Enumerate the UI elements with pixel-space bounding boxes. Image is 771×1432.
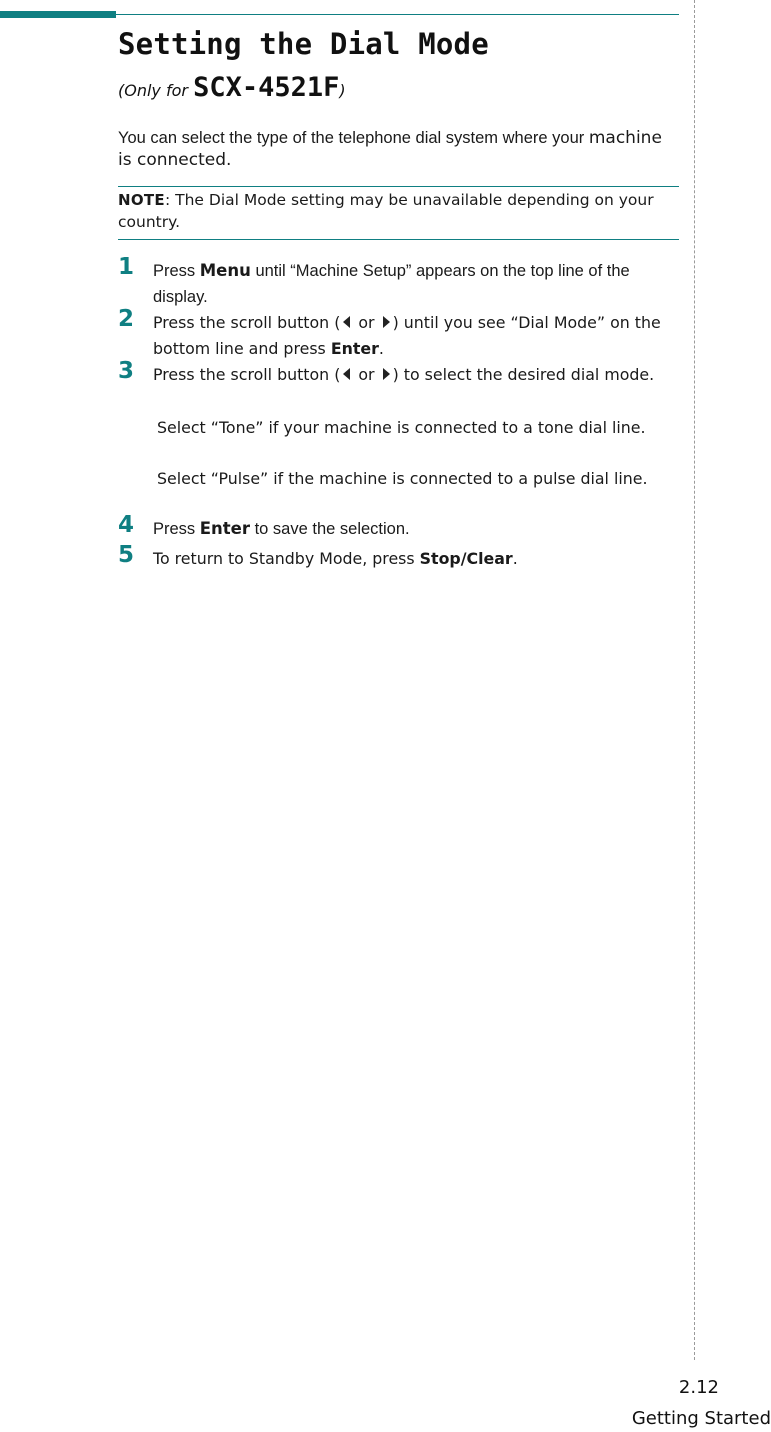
header-rule [116,14,679,15]
step-number: 3 [118,358,135,384]
note-text: : The Dial Mode setting may be unavailable depending on your country. [118,191,654,231]
page-subtitle [118,72,346,103]
subtitle-suffix: ) [339,81,346,100]
pulse-option-paragraph: Select “Pulse” if the machine is connected to a pulse dial line. [157,469,648,488]
enter-key-label: Enter [330,339,379,358]
step-text [153,258,680,310]
subtitle-model: SCX-4521F [193,72,340,103]
header-accent-bar [0,11,116,18]
step-text [153,362,680,388]
note-top-rule [118,186,679,187]
step-text-part: until “Machine Setup” appears on the top line of the display. [153,262,630,306]
enter-key-label: Enter [199,519,250,538]
step-text-part: Press the scroll button ( [153,365,341,384]
right-arrow-icon [382,315,391,329]
intro-text-start: You can select the type of the telephone dial system where your [118,129,589,147]
step-text-part: to save the selection. [250,520,410,538]
step-text [153,516,680,542]
step-number: 5 [118,542,135,568]
step-text-part: ) until you see “Dial Mode” on the bottom line and press [153,313,661,358]
stop-clear-key-label: Stop/Clear [419,549,513,568]
right-arrow-icon [382,367,391,381]
step-text-part: Press [153,520,200,538]
step-text-part: ) to select the desired dial mode. [392,365,655,384]
step-text-part: or [353,313,380,332]
step-number: 2 [118,306,135,332]
step-text-part: Press the scroll button ( [153,313,341,332]
footer-section-label: Getting Started [631,1408,771,1429]
intro-text-end: machine is connected. [118,128,662,170]
subtitle-prefix: (Only for [118,81,194,100]
step-text-part: Press [153,262,200,280]
left-arrow-icon [342,315,351,329]
step-text [153,310,680,362]
step-text-part: . [512,549,518,568]
step-text-part: To return to Standby Mode, press [153,549,420,568]
step-text [153,546,680,572]
step-number: 1 [118,254,135,280]
note-label: NOTE [118,191,165,209]
page-number: 2.12 [678,1377,719,1398]
tone-option-paragraph: Select “Tone” if your machine is connected to a tone dial line. [157,418,646,437]
page-title: Setting the Dial Mode [118,27,489,61]
menu-key-label: Menu [199,261,251,280]
note-bottom-rule [118,239,679,240]
intro-paragraph [118,127,680,171]
step-number: 4 [118,512,135,538]
left-arrow-icon [342,367,351,381]
note-box [118,189,680,233]
page-trim-line [694,0,695,1360]
step-text-part: . [378,339,384,358]
step-text-part: or [353,365,380,384]
